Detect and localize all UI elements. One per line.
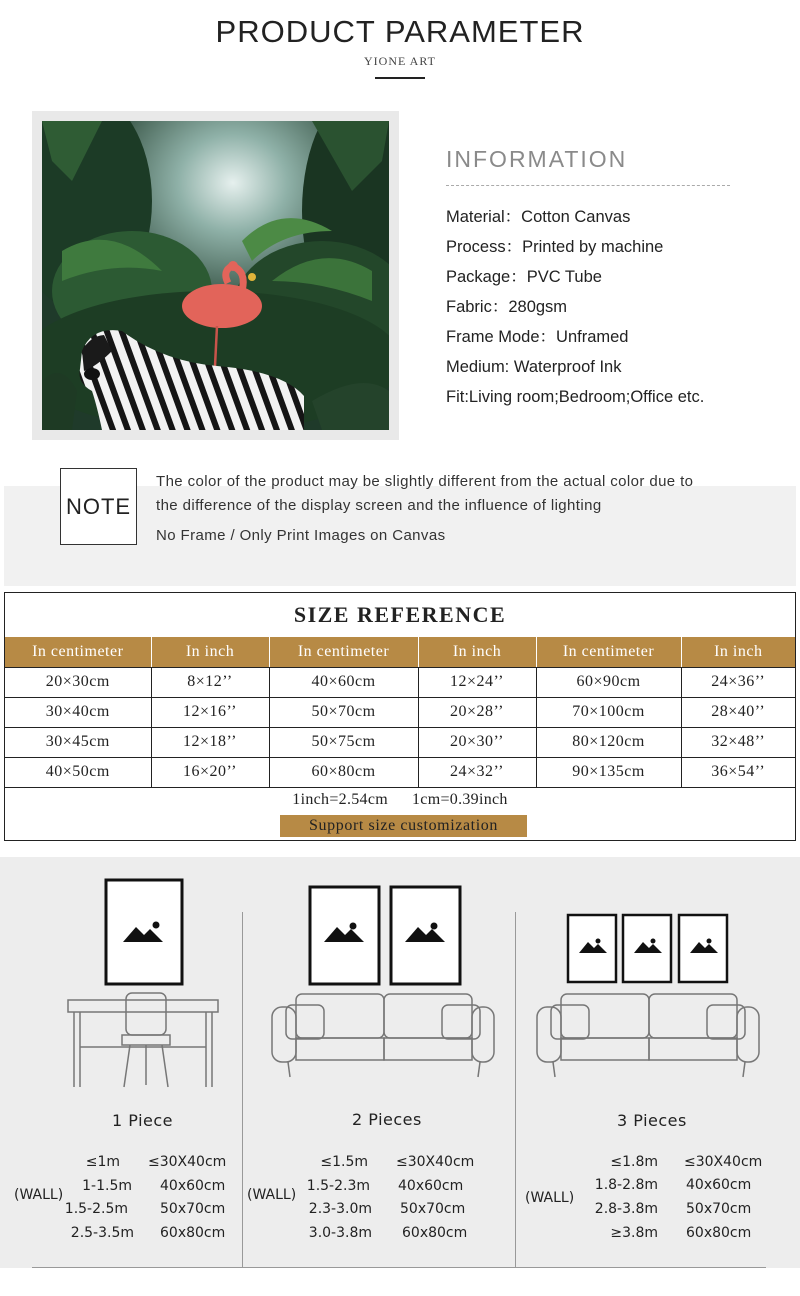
frame-size: 60x80cm [402, 1225, 468, 1241]
brand-name: YIONE ART [364, 54, 436, 68]
table-row [5, 697, 795, 727]
wall-width: ≤1.5m [320, 1154, 368, 1170]
frame-size: 60x80cm [686, 1225, 752, 1241]
frame-size: 40x60cm [686, 1177, 752, 1193]
table-cell: 12×18’’ [151, 727, 269, 757]
information-title: INFORMATION [446, 146, 628, 172]
header-divider [375, 77, 425, 79]
table-cell: 12×24’’ [418, 667, 536, 697]
sofa-two-frames-icon [268, 857, 498, 1087]
table-cell: 30×45cm [5, 727, 151, 757]
table-cell: 60×90cm [536, 667, 681, 697]
cm-conversion: 1cm=0.39inch [412, 791, 508, 808]
table-cell: 20×28’’ [418, 697, 536, 727]
wall-width: ≤1m [85, 1154, 120, 1170]
table-cell: 70×100cm [536, 697, 681, 727]
table-cell: 28×40’’ [681, 697, 795, 727]
wall-width: 1-1.5m [82, 1178, 132, 1194]
frame-size: ≤30X40cm [396, 1154, 475, 1170]
desk-single-frame-icon [60, 857, 230, 1097]
panel-divider [242, 912, 243, 1267]
panel-label-3-pieces: 3 Pieces [617, 1111, 687, 1130]
frame-size: 50x70cm [160, 1201, 226, 1217]
table-cell: 50×70cm [269, 697, 418, 727]
wall-label: (WALL) [525, 1190, 575, 1206]
column-header: In centimeter [5, 637, 151, 667]
information-list [446, 207, 746, 417]
information-divider [446, 185, 730, 186]
frame-size: 60x80cm [160, 1225, 226, 1241]
column-header: In centimeter [269, 637, 418, 667]
wall-width: 1.8-2.8m [594, 1177, 658, 1193]
page-title: PRODUCT PARAMETER [215, 14, 585, 49]
table-cell: 30×40cm [5, 697, 151, 727]
jungle-zebra-flamingo-artwork-icon [42, 121, 389, 430]
note-line: the difference of the display screen and the influence of lighting [156, 497, 602, 514]
information-panel [446, 146, 746, 417]
wall-width: 1.5-2.5m [64, 1201, 128, 1217]
table-row [5, 667, 795, 697]
table-cell: 50×75cm [269, 727, 418, 757]
panel-label-1-piece: 1 Piece [112, 1111, 173, 1130]
frame-size: 40x60cm [160, 1178, 226, 1194]
info-fabric: Fabric：280gsm [446, 298, 568, 316]
table-cell: 80×120cm [536, 727, 681, 757]
table-cell: 20×30’’ [418, 727, 536, 757]
info-package: Package：PVC Tube [446, 268, 602, 286]
wall-width: 1.5-2.3m [306, 1178, 370, 1194]
panel-divider [515, 912, 516, 1267]
panel-label-2-pieces: 2 Pieces [352, 1110, 422, 1129]
customization-badge: Support size customization [280, 815, 527, 837]
size-reference-title: SIZE REFERENCE [293, 602, 507, 627]
table-cell: 40×60cm [269, 667, 418, 697]
table-cell: 24×32’’ [418, 757, 536, 787]
wall-width: 2.5-3.5m [70, 1225, 134, 1241]
table-cell: 60×80cm [269, 757, 418, 787]
frame-size: 50x70cm [686, 1201, 752, 1217]
wall-width: 2.8-3.8m [594, 1201, 658, 1217]
info-fit: Fit:Living room;Bedroom;Office etc. [446, 388, 705, 406]
wall-width: ≥3.8m [610, 1225, 658, 1241]
size-table [5, 637, 795, 788]
frame-size: 40x60cm [398, 1178, 464, 1194]
wall-width: 2.3-3.0m [308, 1201, 372, 1217]
table-cell: 40×50cm [5, 757, 151, 787]
table-cell: 36×54’’ [681, 757, 795, 787]
frame-size: ≤30X40cm [684, 1154, 763, 1170]
page-header [0, 14, 800, 79]
table-cell: 32×48’’ [681, 727, 795, 757]
product-image-frame [32, 111, 399, 440]
note-line: The color of the product may be slightly different from the actual color due to [156, 473, 694, 490]
wall-width: 3.0-3.8m [308, 1225, 372, 1241]
column-header: In inch [681, 637, 795, 667]
table-row [5, 727, 795, 757]
inch-conversion: 1inch=2.54cm [292, 791, 388, 808]
unit-conversion [5, 791, 795, 809]
frame-size: ≤30X40cm [148, 1154, 227, 1170]
table-cell: 20×30cm [5, 667, 151, 697]
frame-size: 50x70cm [400, 1201, 466, 1217]
wall-size-guide [0, 857, 800, 1268]
wall-width: ≤1.8m [610, 1154, 658, 1170]
info-process: Process：Printed by machine [446, 238, 664, 256]
wall-label: (WALL) [247, 1187, 297, 1203]
guide-bottom-line [32, 1267, 766, 1268]
size-table-header [5, 637, 795, 667]
column-header: In centimeter [536, 637, 681, 667]
sofa-three-frames-icon [533, 857, 763, 1087]
column-header: In inch [418, 637, 536, 667]
info-material: Material：Cotton Canvas [446, 208, 631, 226]
column-header: In inch [151, 637, 269, 667]
note-text [156, 470, 776, 548]
note-label: NOTE [60, 468, 137, 545]
size-reference [4, 592, 796, 841]
table-cell: 8×12’’ [151, 667, 269, 697]
wall-label: (WALL) [14, 1187, 64, 1203]
info-frame-mode: Frame Mode：Unframed [446, 328, 629, 346]
table-cell: 90×135cm [536, 757, 681, 787]
table-cell: 24×36’’ [681, 667, 795, 697]
product-image [42, 121, 389, 430]
table-cell: 16×20’’ [151, 757, 269, 787]
note-no-frame: No Frame / Only Print Images on Canvas [156, 527, 446, 544]
info-medium: Medium: Waterproof Ink [446, 358, 622, 376]
table-row [5, 757, 795, 787]
table-cell: 12×16’’ [151, 697, 269, 727]
